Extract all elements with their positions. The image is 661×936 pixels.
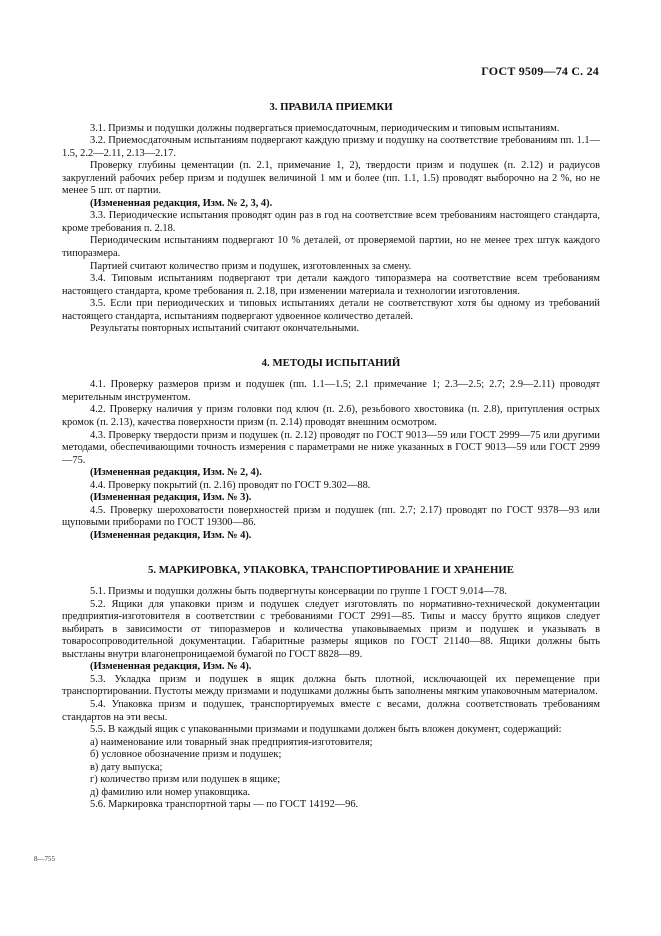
paragraph: Проверку глубины цементации (п. 2.1, примечание 1, 2), твердости призм и подушек (п. 2.12) и радиусов закруглений рабочих ребер призм и подушек величиной 1 мм и более (пп. 1.1, 1.5) проводят выборочно на 2 %, но не менее 5 шт. от партии. <box>62 160 600 197</box>
revision-note: (Измененная редакция, Изм. № 2, 4). <box>90 467 262 479</box>
paragraph: 4.3. Проверку твердости призм и подушек (п. 2.12) проводят по ГОСТ 9013—59 или ГОСТ 2999—75 или другими методами, обеспечивающими точность измерения с параметрами не ниже указанных в ГОСТ 9013—59 или ГОСТ 2999—75. <box>62 429 600 466</box>
section-title: 5. МАРКИРОВКА, УПАКОВКА, ТРАНСПОРТИРОВАНИЕ И ХРАНЕНИЕ <box>147 563 515 576</box>
paragraph: Партией считают количество призм и подушек, изготовленных за смену. <box>90 260 412 272</box>
paragraph: 5.4. Упаковка призм и подушек, транспортируемых вместе с весами, должна соответствовать требованиям стандартов на эти весы. <box>62 698 600 723</box>
paragraph: Результаты повторных испытаний считают окончательными. <box>90 323 360 335</box>
paragraph: 3.4. Типовым испытаниям подвергают три детали каждого типоразмера на соответствие всем требованиям настоящего стандарта, кроме требования п. 2.18, при изменении материала и технологии изготовления. <box>62 273 600 297</box>
section-marking-packaging <box>62 564 600 812</box>
section-title: 4. МЕТОДЫ ИСПЫТАНИЙ <box>261 356 401 369</box>
paragraph: 3.5. Если при периодических и типовых испытаниях детали не соответствуют хотя бы одному из требований настоящего стандарта, испытаниям подвергают удвоенное количество деталей. <box>62 298 600 322</box>
paragraph: 5.5. В каждый ящик с упакованными призмами и подушками должен быть вложен документ, содержащий: <box>90 724 562 736</box>
paragraph: 4.4. Проверку покрытий (п. 2.16) проводят по ГОСТ 9.302—88. <box>90 479 371 491</box>
paragraph: 3.2. Приемосдаточным испытаниям подвергают каждую призму и подушку на соответствие требованиям пп. 1.1—1.5, 2.2—2.11, 2.13—2.17. <box>62 135 600 159</box>
section-acceptance-rules <box>62 101 600 336</box>
list-item: в) дату выпуска; <box>90 761 163 773</box>
section-title: 3. ПРАВИЛА ПРИЕМКИ <box>269 101 393 113</box>
paragraph: 5.3. Укладка призм и подушек в ящик должна быть плотной, исключающей их перемещение при транспортировании. Пустоты между призмами и подушками должны быть заполнены мягким упаковочным материалом. <box>62 673 600 698</box>
list-item: д) фамилию или номер упаковщика. <box>90 786 251 798</box>
revision-note: (Измененная редакция, Изм. № 3). <box>90 492 252 504</box>
revision-note: (Измененная редакция, Изм. № 4). <box>90 529 252 541</box>
print-code: 8—755 <box>34 855 55 863</box>
list-item: б) условное обозначение призм и подушек; <box>90 749 282 761</box>
document-body <box>62 56 600 812</box>
paragraph: 3.3. Периодические испытания проводят один раз в год на соответствие всем требованиям настоящего стандарта, кроме требования п. 2.18. <box>62 210 600 234</box>
revision-note: (Измененная редакция, Изм. № 2, 3, 4). <box>90 197 273 209</box>
list-item: а) наименование или товарный знак предприятия-изготовителя; <box>90 736 373 748</box>
page-header: ГОСТ 9509—74 С. 24 <box>481 64 599 78</box>
paragraph: 4.5. Проверку шероховатости поверхностей призм и подушек (пп. 2.7; 2.17) проводят по ГОСТ 9378—93 или щуповыми приборами по ГОСТ 19300—86. <box>62 504 600 529</box>
paragraph: 5.1. Призмы и подушки должны быть подвергнуты консервации по группе 1 ГОСТ 9.014—78. <box>90 586 507 598</box>
revision-note: (Измененная редакция, Изм. № 4). <box>90 661 252 673</box>
paragraph: 4.2. Проверку наличия у призм головки под ключ (п. 2.6), резьбового хвостовика (п. 2.8), притупления острых кромок (п. 2.13), качества поверхности призм (п. 2.14) проводят внешним осмотром. <box>62 404 600 429</box>
paragraph: 3.1. Призмы и подушки должны подвергаться приемосдаточным, периодическим и типовым испытаниям. <box>90 122 560 134</box>
paragraph: Периодическим испытаниям подвергают 10 % деталей, от проверяемой партии, но не менее трех штук каждого типоразмера. <box>62 235 600 260</box>
list-item: г) количество призм или подушек в ящике; <box>90 774 281 786</box>
section-test-methods <box>62 357 600 543</box>
paragraph: 5.6. Маркировка транспортной тары — по ГОСТ 14192—96. <box>90 799 359 811</box>
paragraph: 4.1. Проверку размеров призм и подушек (пп. 1.1—1.5; 2.1 примечание 1; 2.3—2.5; 2.7; 2.9—2.11) проводят мерительным инструментом. <box>62 379 600 403</box>
paragraph: 5.2. Ящики для упаковки призм и подушек следует изготовлять по нормативно-технической документации предприятия-изготовителя в соответствии с требованиями ГОСТ 2991—85. Типы и массу брутто ящиков следует выбирать в зависимости от типоразмеров и количества упаковываемых призм и подушек и указывать в товаросопроводительной документации. Габаритные размеры ящиков по ГОСТ 21140—88. Ящики должны быть выстланы внутри влагонепроницаемой бумагой по ГОСТ 8828—89. <box>62 598 600 660</box>
